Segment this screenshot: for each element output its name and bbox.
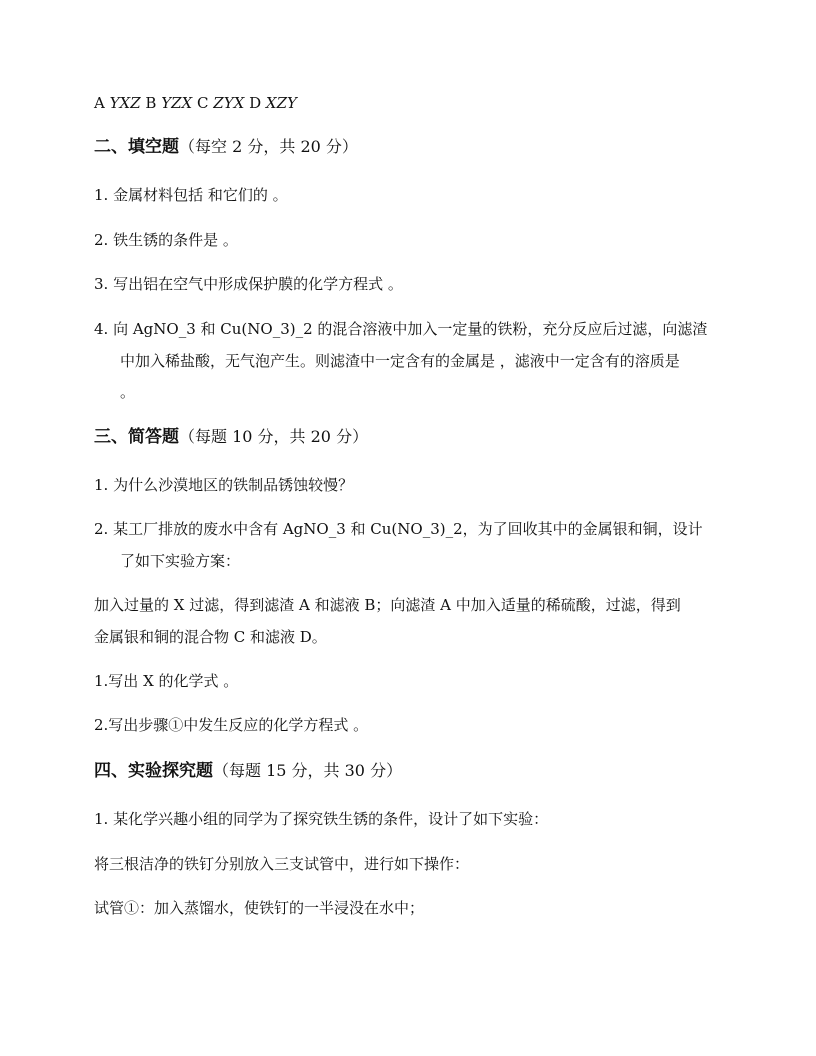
section-4-title: 四、实验探究题 (94, 761, 213, 781)
section-3-heading (94, 426, 368, 448)
section-2-title: 二、填空题 (94, 137, 179, 157)
sub-question-2: 2.写出步骤①中发生反应的化学方程式 。 (94, 716, 369, 734)
section-4-heading (94, 760, 402, 782)
experiment-setup-line: 将三根洁净的铁钉分别放入三支试管中，进行如下操作： (94, 855, 470, 873)
fill-blank-item-1: 1. 金属材料包括 和它们的 。 (94, 186, 288, 204)
fill-blank-item-4-end: 。 (120, 383, 136, 401)
test-tube-1-line: 试管①：加入蒸馏水，使铁钉的一半浸没在水中； (94, 899, 425, 917)
section-2-score-note: （每空 2 分，共 20 分） (179, 137, 358, 156)
section-4-score-note: （每题 15 分，共 30 分） (213, 761, 403, 780)
experiment-item-1: 1. 某化学兴趣小组的同学为了探究铁生锈的条件，设计了如下实验： (94, 810, 549, 828)
option-b-label: B (145, 94, 157, 112)
option-d-value: XZY (265, 94, 297, 112)
short-answer-item-2-cont: 了如下实验方案： (120, 552, 241, 570)
option-c-value: ZYX (213, 94, 245, 112)
experiment-plan-line-1: 加入过量的 X 过滤，得到滤渣 A 和滤液 B；向滤渣 A 中加入适量的稀硫酸，过滤，得到 (94, 596, 681, 614)
option-b-value: YZX (161, 94, 193, 112)
option-a-label: A (94, 94, 105, 112)
section-3-title: 三、简答题 (94, 427, 179, 447)
short-answer-item-2: 2. 某工厂排放的废水中含有 AgNO_3 和 Cu(NO_3)_2，为了回收其中的金属银和铜，设计 (94, 520, 703, 538)
fill-blank-item-4-cont: 中加入稀盐酸，无气泡产生。则滤渣中一定含有的金属是 ，滤液中一定含有的溶质是 (120, 352, 680, 370)
option-a-value: YXZ (109, 94, 141, 112)
fill-blank-item-4: 4. 向 AgNO_3 和 Cu(NO_3)_2 的混合溶液中加入一定量的铁粉，充分反应后过滤，向滤渣 (94, 320, 708, 338)
section-2-heading (94, 136, 358, 158)
experiment-plan-line-2: 金属银和铜的混合物 C 和滤液 D。 (94, 628, 327, 646)
section-3-score-note: （每题 10 分，共 20 分） (179, 427, 369, 446)
short-answer-item-1: 1. 为什么沙漠地区的铁制品锈蚀较慢？ (94, 476, 354, 494)
fill-blank-item-3: 3. 写出铝在空气中形成保护膜的化学方程式 。 (94, 275, 403, 293)
option-d-label: D (249, 94, 262, 112)
option-c-label: C (197, 94, 209, 112)
mc-options-line (94, 92, 297, 114)
fill-blank-item-2: 2. 铁生锈的条件是 。 (94, 231, 238, 249)
sub-question-1: 1.写出 X 的化学式 。 (94, 672, 239, 690)
